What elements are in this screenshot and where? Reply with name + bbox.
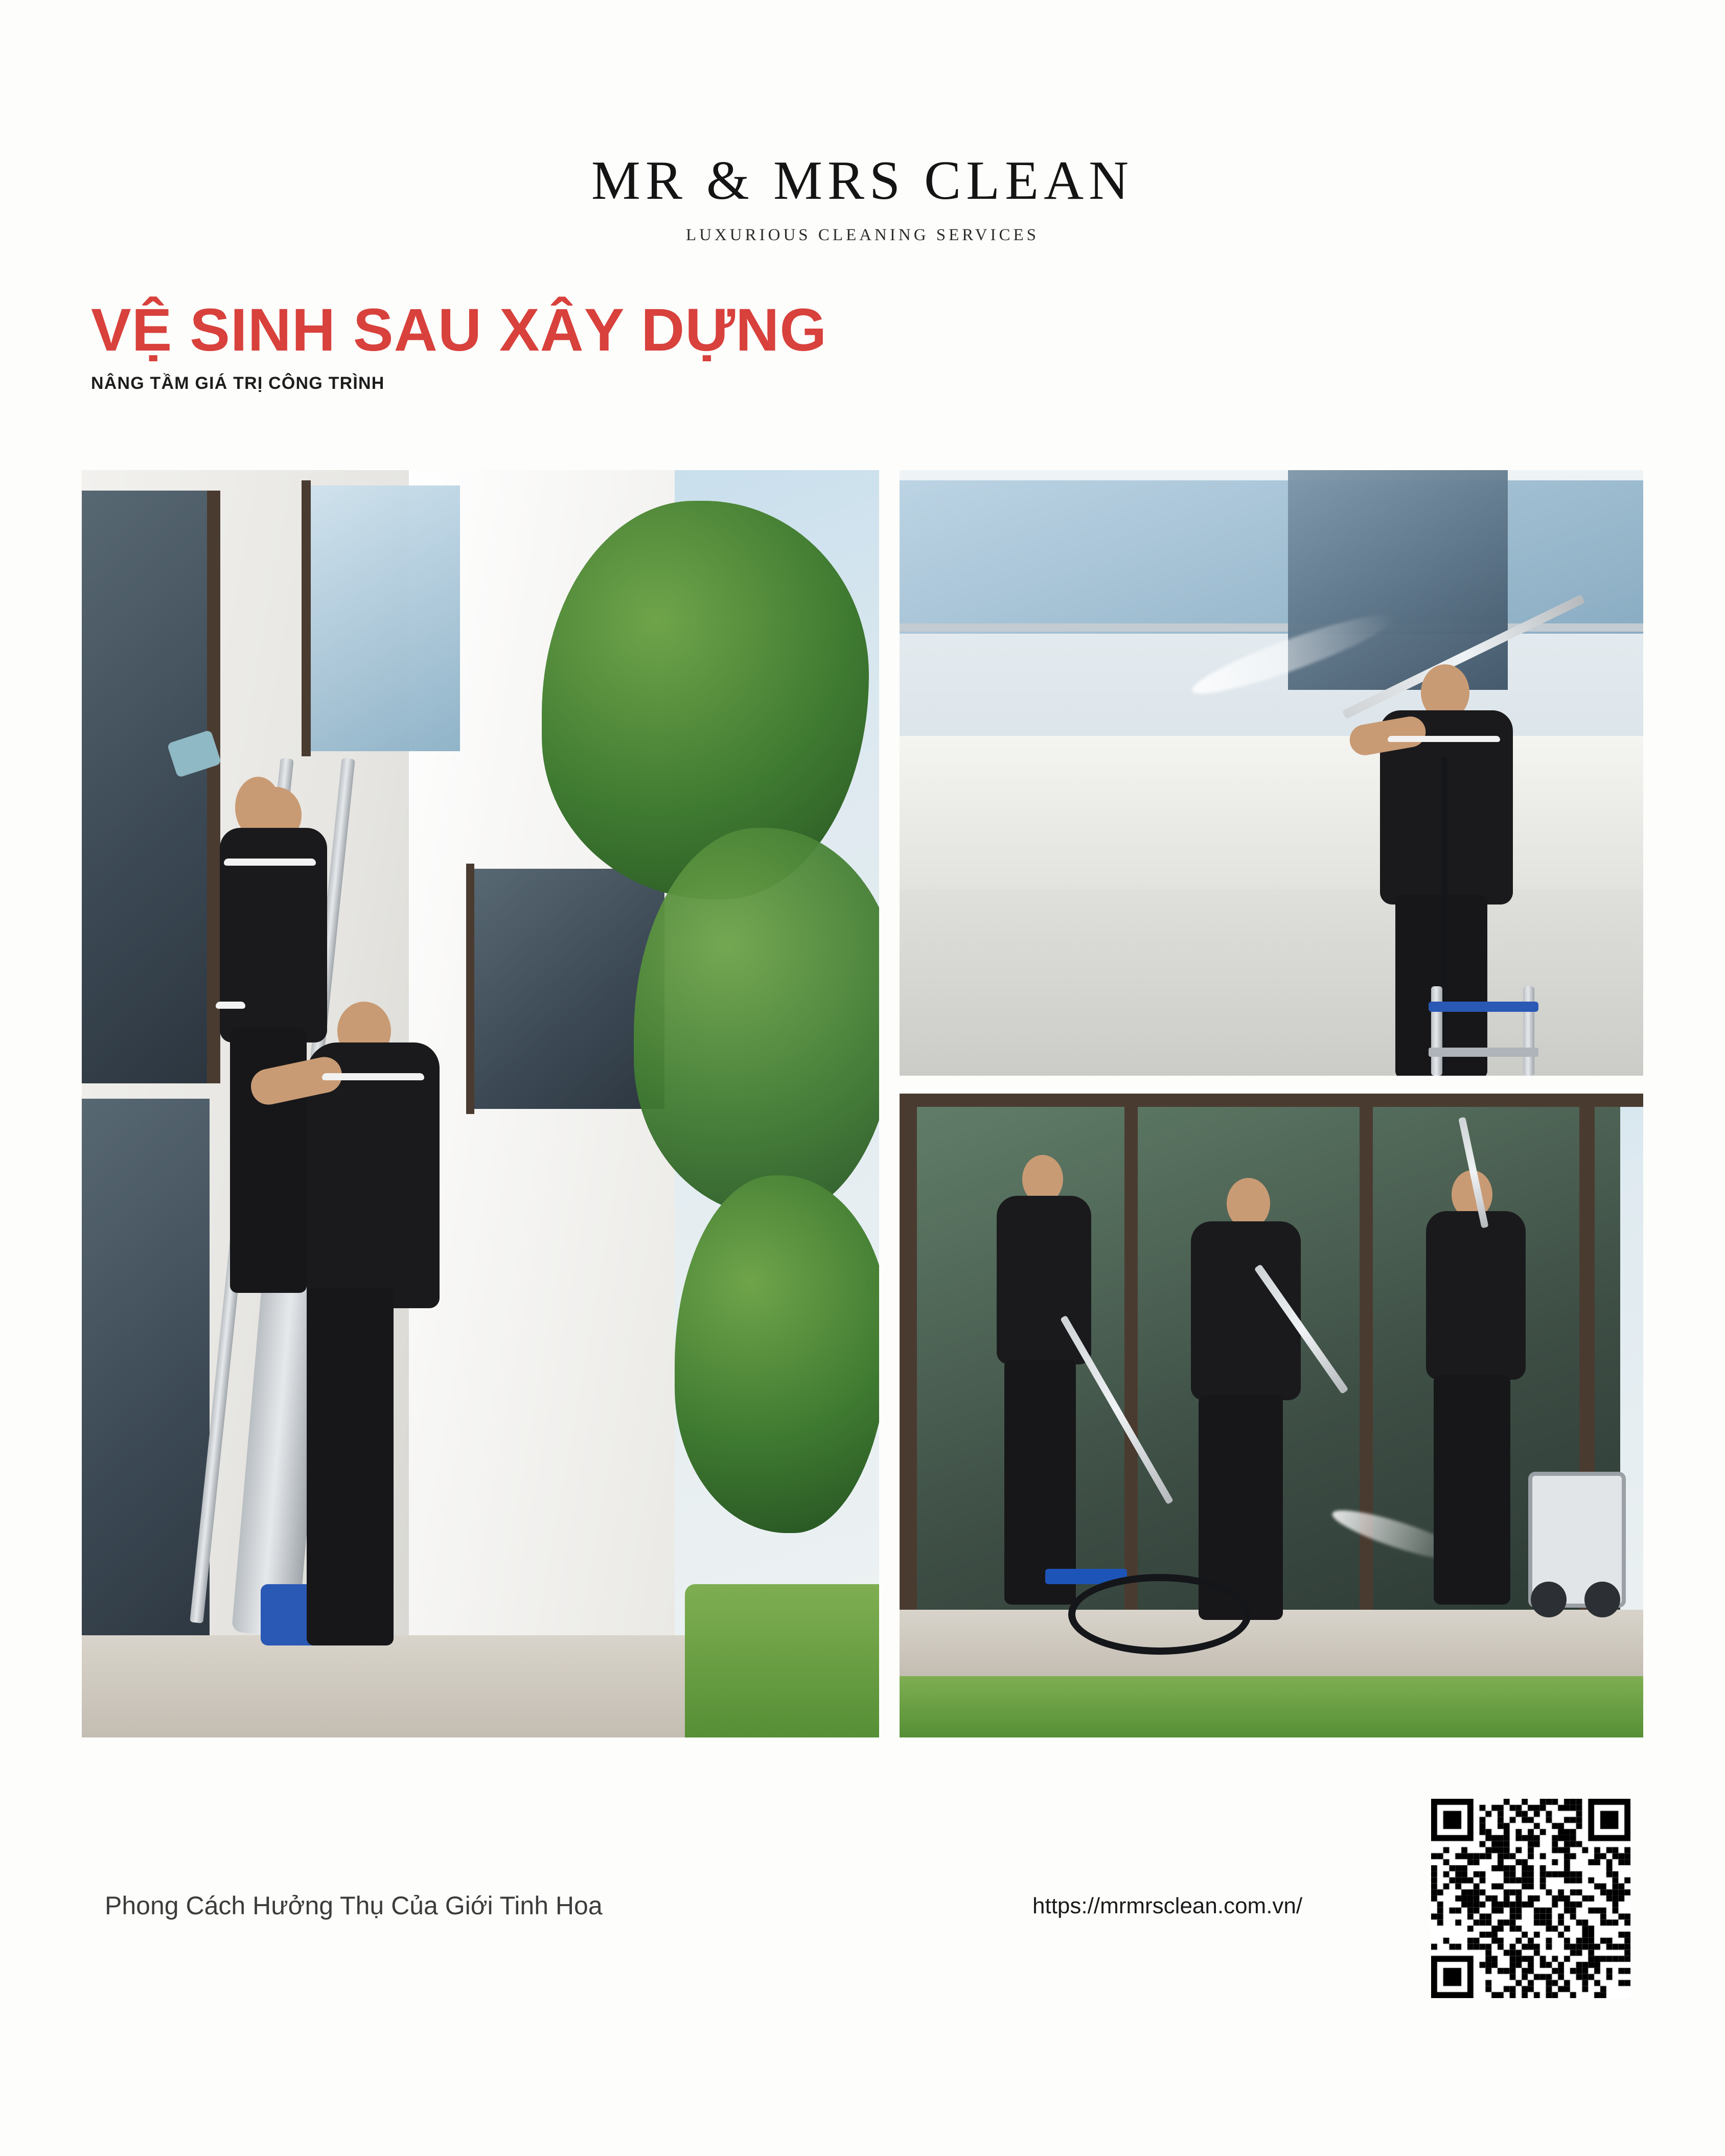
worker-uniform	[1426, 1211, 1526, 1380]
foliage	[675, 1175, 879, 1533]
machine-wheel	[1584, 1582, 1620, 1617]
lawn	[685, 1584, 879, 1737]
ladder-rung	[1429, 1002, 1538, 1012]
ladder-rung	[1429, 1048, 1538, 1057]
window-glass	[307, 485, 460, 751]
uniform-trim	[322, 1073, 424, 1080]
foliage	[542, 501, 869, 899]
lawn	[900, 1676, 1643, 1737]
window-frame	[1124, 1094, 1138, 1610]
window-frame	[207, 491, 220, 1083]
window-frame	[466, 864, 474, 1114]
page-subtitle: NÂNG TẦM GIÁ TRỊ CÔNG TRÌNH	[91, 373, 385, 393]
window-glass	[82, 491, 210, 1083]
brand-header	[0, 150, 1725, 245]
ladder-rail	[1431, 986, 1442, 1076]
coiled-hose	[1068, 1574, 1251, 1655]
window-frame	[900, 1094, 917, 1610]
website-url[interactable]: https://mrmrsclean.com.vn/	[1032, 1893, 1303, 1918]
window-glass	[82, 1099, 210, 1671]
machine-wheel	[1531, 1582, 1567, 1617]
worker-legs	[1434, 1375, 1510, 1605]
qr-code[interactable]	[1431, 1799, 1630, 1998]
brand-name: MR & MRS CLEAN	[591, 150, 1134, 211]
worker-legs	[307, 1288, 394, 1645]
page-title: VỆ SINH SAU XÂY DỰNG	[91, 296, 827, 364]
window-frame	[900, 1094, 1643, 1107]
footer-tagline: Phong Cách Hưởng Thụ Của Giới Tinh Hoa	[105, 1891, 603, 1920]
title-block	[91, 296, 827, 393]
photo-top-right	[900, 470, 1643, 1076]
balcony-glass	[900, 480, 1643, 634]
photo-left	[82, 470, 879, 1737]
uniform-trim	[1388, 736, 1500, 742]
worker-legs	[1004, 1359, 1076, 1605]
photo-bottom-right	[900, 1094, 1643, 1737]
soffit	[900, 736, 1643, 889]
uniform-trim	[216, 1002, 245, 1009]
brand-subtitle: LUXURIOUS CLEANING SERVICES	[685, 226, 1040, 244]
uniform-trim	[224, 859, 316, 866]
window-frame	[302, 480, 311, 756]
ladder-rail	[1523, 986, 1534, 1076]
